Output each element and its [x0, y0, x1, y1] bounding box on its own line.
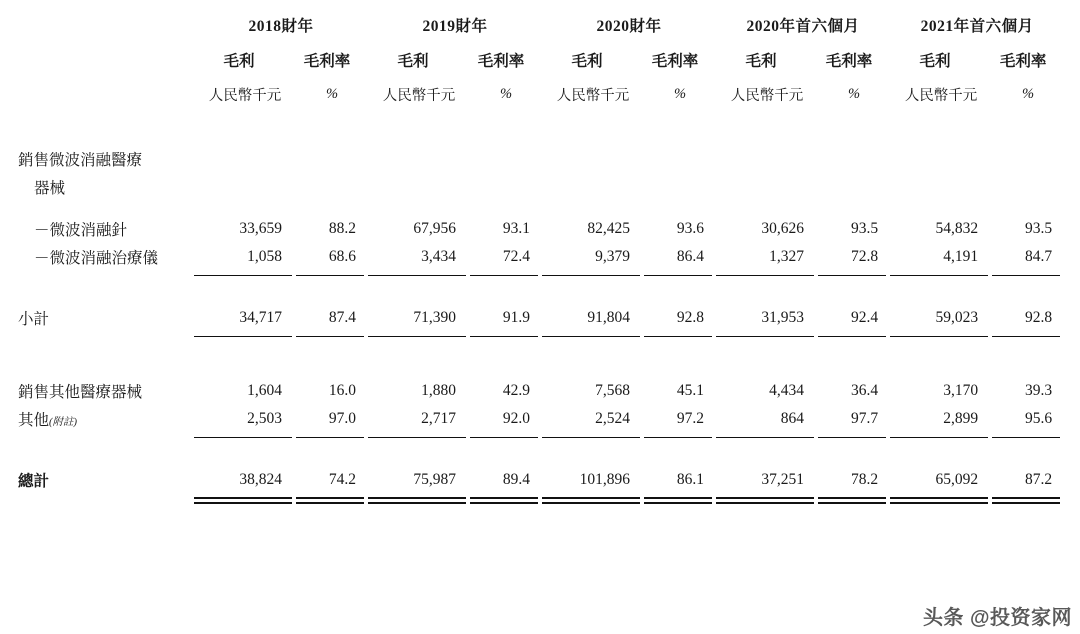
period-header-2019: 2019財年 [422, 18, 488, 35]
metric-header-amount-3: 毛利 [571, 53, 603, 70]
cell-needle-2020h1-rate: 93.5 [850, 220, 879, 237]
watermark-text: 头条 @投资家网 [922, 607, 1072, 629]
period-header-2020h1: 2020年首六個月 [746, 18, 860, 35]
metric-header-rate-2: 毛利率 [477, 53, 525, 70]
metric-header-rate-5: 毛利率 [999, 53, 1047, 70]
cell-others-2019-amount: 2,717 [421, 410, 457, 427]
table-header-metrics [16, 40, 1064, 75]
cell-total-2020h1-rate: 78.2 [850, 471, 879, 488]
row-gap [16, 442, 1064, 466]
cell-otherdev-2020-rate: 45.1 [676, 382, 705, 399]
metric-header-amount-1: 毛利 [223, 53, 255, 70]
cell-total-2018-amount: 38,824 [239, 471, 282, 488]
row-label-subtotal: 小計 [18, 311, 50, 328]
unit-header-rate-1: % [325, 86, 339, 102]
cell-others-2020h1-amount: 864 [780, 410, 805, 427]
header-body-gap [16, 109, 1064, 145]
row-gap [16, 341, 1064, 377]
cell-device-2020h1-amount: 1,327 [769, 248, 805, 265]
table-row [16, 145, 1064, 173]
subtotal-rule-bottom [16, 332, 1064, 341]
cell-otherdev-2019-amount: 1,880 [421, 382, 457, 399]
unit-header-amount-2: 人民幣千元 [382, 88, 456, 104]
table-row [16, 304, 1064, 332]
cell-device-2020h1-rate: 72.8 [850, 248, 879, 265]
row-gap [16, 201, 1064, 215]
cell-others-2018-rate: 97.0 [328, 410, 357, 427]
row-label-mwa-section-line2: 器械 [34, 180, 66, 197]
cell-device-2021h1-amount: 4,191 [943, 248, 979, 265]
cell-needle-2020h1-amount: 30,626 [761, 220, 805, 237]
cell-total-2020-amount: 101,896 [579, 471, 631, 488]
unit-header-amount-5: 人民幣千元 [904, 88, 978, 104]
cell-otherdev-2021h1-rate: 39.3 [1024, 382, 1053, 399]
cell-device-2020-amount: 9,379 [595, 248, 631, 265]
total-rule-double [16, 494, 1064, 506]
cell-needle-2019-amount: 67,956 [413, 220, 457, 237]
cell-needle-2019-rate: 93.1 [502, 220, 531, 237]
cell-device-2019-rate: 72.4 [502, 248, 531, 265]
cell-others-2018-amount: 2,503 [247, 410, 282, 427]
row-label-other-devices: 銷售其他醫療器械 [18, 384, 143, 401]
unit-header-amount-3: 人民幣千元 [556, 88, 630, 104]
cell-subtotal-2018-amount: 34,717 [239, 309, 282, 326]
table-row [16, 377, 1064, 405]
period-header-2020: 2020財年 [596, 18, 662, 35]
unit-header-spacer [16, 75, 194, 109]
unit-header-rate-4: % [848, 86, 861, 102]
gross-profit-table [16, 8, 1064, 506]
cell-subtotal-2021h1-rate: 92.8 [1024, 309, 1053, 326]
cell-needle-2018-rate: 88.2 [328, 220, 357, 237]
cell-total-2020h1-amount: 37,251 [761, 471, 805, 488]
cell-total-2021h1-amount: 65,092 [935, 471, 979, 488]
cell-device-2018-amount: 1,058 [247, 248, 282, 265]
cell-total-2021h1-rate: 87.2 [1024, 471, 1053, 488]
header-corner [16, 8, 194, 40]
cell-needle-2021h1-rate: 93.5 [1024, 220, 1053, 237]
cell-needle-2020-rate: 93.6 [676, 220, 705, 237]
cell-total-2019-amount: 75,987 [413, 471, 457, 488]
cell-device-2019-amount: 3,434 [421, 248, 457, 265]
row-label-mwa-section-line1: 銷售微波消融醫療 [18, 152, 143, 169]
cell-subtotal-2020-rate: 92.8 [676, 309, 705, 326]
period-header-2021h1: 2021年首六個月 [920, 18, 1034, 35]
unit-header-rate-3: % [673, 86, 687, 102]
table-row [16, 405, 1064, 433]
cell-total-2020-rate: 86.1 [676, 471, 705, 488]
cell-others-2019-rate: 92.0 [502, 410, 531, 427]
unit-header-amount-4: 人民幣千元 [730, 88, 804, 104]
metric-header-rate-4: 毛利率 [825, 53, 873, 70]
cell-subtotal-2019-amount: 71,390 [413, 309, 457, 326]
total-rule-top [16, 433, 1064, 442]
cell-subtotal-2020h1-amount: 31,953 [761, 309, 805, 326]
metric-header-spacer [16, 40, 194, 75]
metric-header-rate-1: 毛利率 [303, 53, 351, 70]
table-row [16, 215, 1064, 243]
cell-others-2020h1-rate: 97.7 [850, 410, 879, 427]
metric-header-rate-3: 毛利率 [651, 53, 699, 70]
row-label-others-text: 其他 [18, 412, 50, 429]
cell-others-2020-rate: 97.2 [676, 410, 705, 427]
cell-others-2021h1-rate: 95.6 [1024, 410, 1053, 427]
cell-otherdev-2020h1-rate: 36.4 [850, 382, 879, 399]
table-row [16, 466, 1064, 494]
cell-device-2018-rate: 68.6 [328, 248, 357, 265]
cell-subtotal-2019-rate: 91.9 [502, 309, 531, 326]
cell-otherdev-2018-amount: 1,604 [247, 382, 282, 399]
cell-device-2020-rate: 86.4 [676, 248, 705, 265]
unit-header-rate-5: % [1022, 86, 1035, 102]
table-header-periods [16, 8, 1064, 40]
row-label-total: 總計 [18, 473, 50, 490]
cell-device-2021h1-rate: 84.7 [1024, 248, 1053, 265]
cell-otherdev-2019-rate: 42.9 [502, 382, 531, 399]
row-label-mwa-needle: －微波消融針 [34, 222, 128, 239]
row-label-others-note: (附註) [49, 417, 78, 428]
subtotal-rule [16, 271, 1064, 280]
metric-header-amount-5: 毛利 [919, 53, 951, 70]
cell-others-2020-amount: 2,524 [595, 410, 631, 427]
row-label-others [16, 405, 194, 433]
metric-header-amount-2: 毛利 [397, 53, 429, 70]
cell-others-2021h1-amount: 2,899 [943, 410, 979, 427]
period-header-2018: 2018財年 [248, 18, 314, 35]
cell-otherdev-2020h1-amount: 4,434 [769, 382, 805, 399]
unit-header-rate-2: % [499, 86, 513, 102]
cell-subtotal-2021h1-amount: 59,023 [935, 309, 979, 326]
cell-total-2018-rate: 74.2 [328, 471, 357, 488]
cell-subtotal-2020h1-rate: 92.4 [850, 309, 879, 326]
table-row [16, 243, 1064, 271]
cell-needle-2021h1-amount: 54,832 [935, 220, 979, 237]
table-header-units [16, 75, 1064, 109]
cell-subtotal-2020-amount: 91,804 [587, 309, 631, 326]
metric-header-amount-4: 毛利 [745, 53, 777, 70]
cell-needle-2018-amount: 33,659 [239, 220, 282, 237]
cell-otherdev-2018-rate: 16.0 [328, 382, 357, 399]
row-label-mwa-device: －微波消融治療儀 [34, 250, 159, 267]
cell-total-2019-rate: 89.4 [502, 471, 531, 488]
row-gap [16, 280, 1064, 304]
cell-needle-2020-amount: 82,425 [587, 220, 631, 237]
unit-header-amount-1: 人民幣千元 [208, 88, 282, 104]
cell-subtotal-2018-rate: 87.4 [328, 309, 357, 326]
cell-otherdev-2020-amount: 7,568 [595, 382, 631, 399]
table-row [16, 173, 1064, 201]
cell-otherdev-2021h1-amount: 3,170 [943, 382, 979, 399]
